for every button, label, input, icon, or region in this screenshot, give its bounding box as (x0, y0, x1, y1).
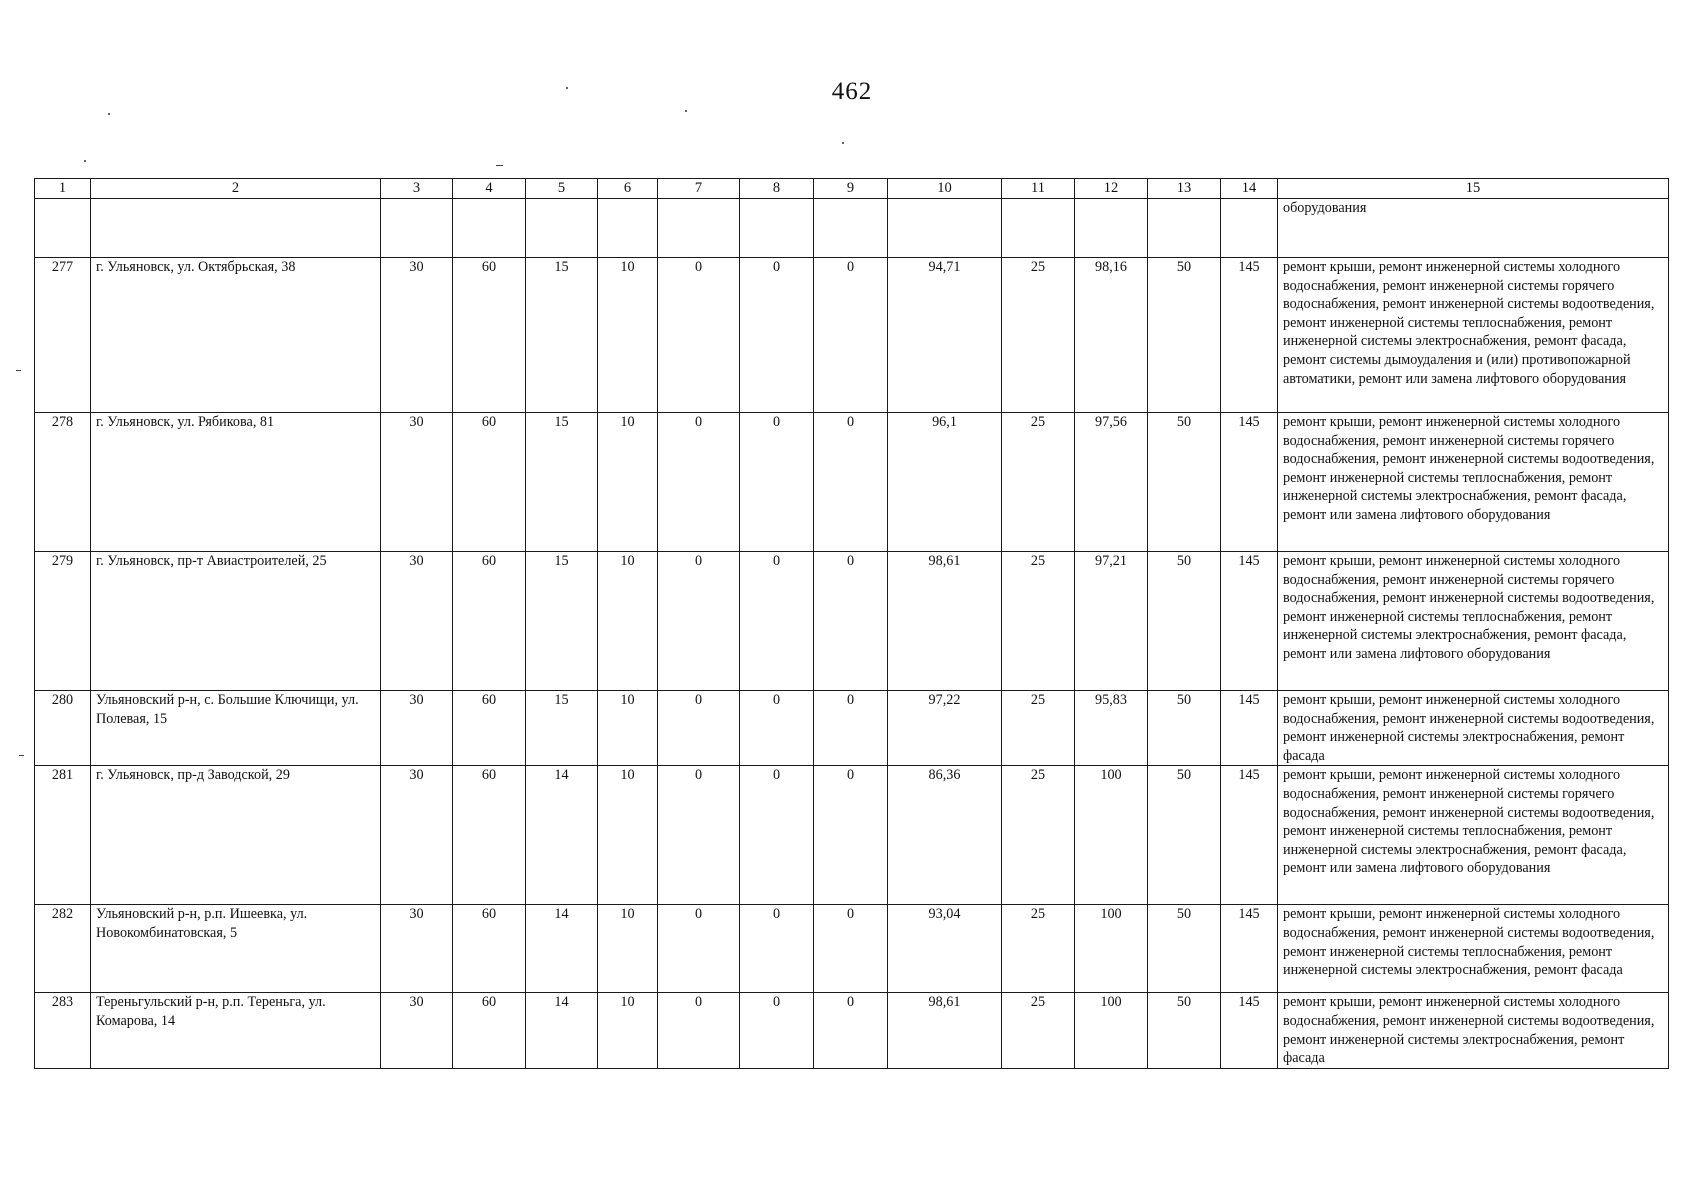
scan-speck (108, 113, 110, 115)
row-number-cell: 283 (35, 993, 91, 1068)
value-cell-c8: 0 (740, 691, 814, 766)
column-number-cell: 2 (91, 179, 381, 199)
scan-speck (16, 370, 21, 371)
column-number-row (35, 179, 1669, 199)
address-cell: г. Ульяновск, ул. Октябрьская, 38 (91, 258, 381, 413)
value-cell-c11: 25 (1002, 552, 1075, 691)
value-cell-c4: 60 (453, 905, 526, 993)
row-number-cell: 281 (35, 766, 91, 905)
value-cell-c14: 145 (1221, 413, 1278, 552)
value-cell-c8: 0 (740, 766, 814, 905)
value-cell-c9: 0 (814, 258, 888, 413)
column-number-cell: 1 (35, 179, 91, 199)
table-row (35, 258, 1669, 413)
value-cell-c7: 0 (658, 905, 740, 993)
value-cell-c12: 95,83 (1075, 691, 1148, 766)
column-number-cell: 8 (740, 179, 814, 199)
row-number-cell: 279 (35, 552, 91, 691)
value-cell-c7: 0 (658, 766, 740, 905)
value-cell-c10: 94,71 (888, 258, 1002, 413)
value-cell-c9: 0 (814, 905, 888, 993)
page-number: 462 (831, 78, 873, 105)
value-cell-c9: 0 (814, 993, 888, 1068)
table-cell (1221, 199, 1278, 258)
value-cell-c8: 0 (740, 993, 814, 1068)
value-cell-c12: 98,16 (1075, 258, 1148, 413)
value-cell-c12: 97,56 (1075, 413, 1148, 552)
value-cell-c11: 25 (1002, 766, 1075, 905)
value-cell-c3: 30 (381, 691, 453, 766)
value-cell-c12: 100 (1075, 766, 1148, 905)
column-number-cell: 12 (1075, 179, 1148, 199)
column-number-cell: 15 (1278, 179, 1669, 199)
column-number-cell: 13 (1148, 179, 1221, 199)
scan-speck (84, 160, 86, 162)
value-cell-c12: 97,21 (1075, 552, 1148, 691)
address-cell: Тереньгульский р-н, р.п. Тереньга, ул. Комарова, 14 (91, 993, 381, 1068)
value-cell-c5: 15 (526, 691, 598, 766)
table-row (35, 691, 1669, 766)
value-cell-c7: 0 (658, 413, 740, 552)
value-cell-c6: 10 (598, 766, 658, 905)
value-cell-c7: 0 (658, 552, 740, 691)
scan-speck (19, 755, 24, 756)
value-cell-c3: 30 (381, 413, 453, 552)
value-cell-c13: 50 (1148, 905, 1221, 993)
works-cell: ремонт крыши, ремонт инженерной системы холодного водоснабжения, ремонт инженерной системы горячего водоснабжения, ремонт инженерной системы водоотведения, ремонт инженерной системы теплоснабжения, ремонт инженерной системы электроснабжения, ремонт фасада, ремонт или замена лифтового оборудования (1278, 552, 1669, 691)
address-cell: г. Ульяновск, пр-т Авиастроителей, 25 (91, 552, 381, 691)
column-number-cell: 14 (1221, 179, 1278, 199)
column-number-cell: 5 (526, 179, 598, 199)
works-cell: ремонт крыши, ремонт инженерной системы холодного водоснабжения, ремонт инженерной системы водоотведения, ремонт инженерной системы теплоснабжения, ремонт инженерной системы электроснабжения, ремонт фасада (1278, 905, 1669, 993)
table-cell (91, 199, 381, 258)
scan-speck (496, 165, 503, 166)
value-cell-c14: 145 (1221, 691, 1278, 766)
value-cell-c8: 0 (740, 413, 814, 552)
value-cell-c7: 0 (658, 691, 740, 766)
value-cell-c14: 145 (1221, 993, 1278, 1068)
row-number-cell: 280 (35, 691, 91, 766)
works-cell: ремонт крыши, ремонт инженерной системы холодного водоснабжения, ремонт инженерной системы горячего водоснабжения, ремонт инженерной системы водоотведения, ремонт инженерной системы теплоснабжения, ремонт инженерной системы электроснабжения, ремонт фасада, ремонт или замена лифтового оборудования (1278, 413, 1669, 552)
value-cell-c4: 60 (453, 993, 526, 1068)
value-cell-c6: 10 (598, 905, 658, 993)
value-cell-c11: 25 (1002, 258, 1075, 413)
table-row (35, 766, 1669, 905)
table-cell (35, 199, 91, 258)
table-cell (1002, 199, 1075, 258)
value-cell-c13: 50 (1148, 766, 1221, 905)
works-cell: ремонт крыши, ремонт инженерной системы холодного водоснабжения, ремонт инженерной системы горячего водоснабжения, ремонт инженерной системы водоотведения, ремонт инженерной системы теплоснабжения, ремонт инженерной системы электроснабжения, ремонт фасада, ремонт системы дымоудаления и (или) противопожарной автоматики, ремонт или замена лифтового оборудования (1278, 258, 1669, 413)
value-cell-c11: 25 (1002, 905, 1075, 993)
column-number-cell: 7 (658, 179, 740, 199)
value-cell-c6: 10 (598, 258, 658, 413)
value-cell-c7: 0 (658, 258, 740, 413)
scan-speck (685, 110, 687, 112)
value-cell-c13: 50 (1148, 552, 1221, 691)
value-cell-c10: 86,36 (888, 766, 1002, 905)
value-cell-c10: 97,22 (888, 691, 1002, 766)
column-number-cell: 3 (381, 179, 453, 199)
value-cell-c6: 10 (598, 691, 658, 766)
value-cell-c3: 30 (381, 552, 453, 691)
table-cell (453, 199, 526, 258)
value-cell-c5: 15 (526, 258, 598, 413)
value-cell-c14: 145 (1221, 766, 1278, 905)
value-cell-c14: 145 (1221, 905, 1278, 993)
value-cell-c5: 14 (526, 905, 598, 993)
table-cell (1148, 199, 1221, 258)
works-cell: ремонт крыши, ремонт инженерной системы холодного водоснабжения, ремонт инженерной системы водоотведения, ремонт инженерной системы электроснабжения, ремонт фасада (1278, 993, 1669, 1068)
value-cell-c10: 96,1 (888, 413, 1002, 552)
value-cell-c13: 50 (1148, 993, 1221, 1068)
value-cell-c3: 30 (381, 766, 453, 905)
table-row (35, 552, 1669, 691)
value-cell-c3: 30 (381, 905, 453, 993)
value-cell-c8: 0 (740, 552, 814, 691)
scan-speck (842, 142, 844, 144)
value-cell-c4: 60 (453, 552, 526, 691)
value-cell-c9: 0 (814, 552, 888, 691)
value-cell-c4: 60 (453, 766, 526, 905)
column-number-cell: 10 (888, 179, 1002, 199)
address-cell: Ульяновский р-н, р.п. Ишеевка, ул. Новокомбинатовская, 5 (91, 905, 381, 993)
value-cell-c6: 10 (598, 413, 658, 552)
value-cell-c4: 60 (453, 413, 526, 552)
value-cell-c10: 98,61 (888, 552, 1002, 691)
column-number-cell: 9 (814, 179, 888, 199)
value-cell-c12: 100 (1075, 905, 1148, 993)
value-cell-c8: 0 (740, 905, 814, 993)
row-number-cell: 278 (35, 413, 91, 552)
table-cell (658, 199, 740, 258)
value-cell-c13: 50 (1148, 691, 1221, 766)
address-cell: г. Ульяновск, пр-д Заводской, 29 (91, 766, 381, 905)
value-cell-c6: 10 (598, 993, 658, 1068)
value-cell-c10: 98,61 (888, 993, 1002, 1068)
column-number-cell: 4 (453, 179, 526, 199)
value-cell-c5: 14 (526, 993, 598, 1068)
value-cell-c9: 0 (814, 766, 888, 905)
row-number-cell: 277 (35, 258, 91, 413)
value-cell-c13: 50 (1148, 258, 1221, 413)
table-row (35, 993, 1669, 1068)
value-cell-c9: 0 (814, 691, 888, 766)
continuation-row (35, 199, 1669, 258)
table-cell (598, 199, 658, 258)
value-cell-c14: 145 (1221, 258, 1278, 413)
column-number-cell: 11 (1002, 179, 1075, 199)
value-cell-c4: 60 (453, 691, 526, 766)
table-cell (1075, 199, 1148, 258)
table-cell (888, 199, 1002, 258)
value-cell-c11: 25 (1002, 691, 1075, 766)
address-cell: г. Ульяновск, ул. Рябикова, 81 (91, 413, 381, 552)
value-cell-c8: 0 (740, 258, 814, 413)
value-cell-c11: 25 (1002, 993, 1075, 1068)
table-cell (814, 199, 888, 258)
registry-table (34, 178, 1669, 1069)
value-cell-c3: 30 (381, 258, 453, 413)
value-cell-c9: 0 (814, 413, 888, 552)
value-cell-c12: 100 (1075, 993, 1148, 1068)
table-cell (526, 199, 598, 258)
row-number-cell: 282 (35, 905, 91, 993)
value-cell-c11: 25 (1002, 413, 1075, 552)
value-cell-c13: 50 (1148, 413, 1221, 552)
column-number-cell: 6 (598, 179, 658, 199)
works-cell: ремонт крыши, ремонт инженерной системы холодного водоснабжения, ремонт инженерной системы горячего водоснабжения, ремонт инженерной системы водоотведения, ремонт инженерной системы теплоснабжения, ремонт инженерной системы электроснабжения, ремонт фасада, ремонт или замена лифтового оборудования (1278, 766, 1669, 905)
table-cell (381, 199, 453, 258)
address-cell: Ульяновский р-н, с. Большие Ключищи, ул. Полевая, 15 (91, 691, 381, 766)
value-cell-c6: 10 (598, 552, 658, 691)
value-cell-c5: 15 (526, 552, 598, 691)
works-cell: ремонт крыши, ремонт инженерной системы холодного водоснабжения, ремонт инженерной системы водоотведения, ремонт инженерной системы электроснабжения, ремонт фасада (1278, 691, 1669, 766)
value-cell-c4: 60 (453, 258, 526, 413)
value-cell-c14: 145 (1221, 552, 1278, 691)
value-cell-c7: 0 (658, 993, 740, 1068)
value-cell-c5: 15 (526, 413, 598, 552)
value-cell-c5: 14 (526, 766, 598, 905)
table-row (35, 413, 1669, 552)
works-cell: оборудования (1278, 199, 1669, 258)
table-row (35, 905, 1669, 993)
value-cell-c10: 93,04 (888, 905, 1002, 993)
table-cell (740, 199, 814, 258)
value-cell-c3: 30 (381, 993, 453, 1068)
